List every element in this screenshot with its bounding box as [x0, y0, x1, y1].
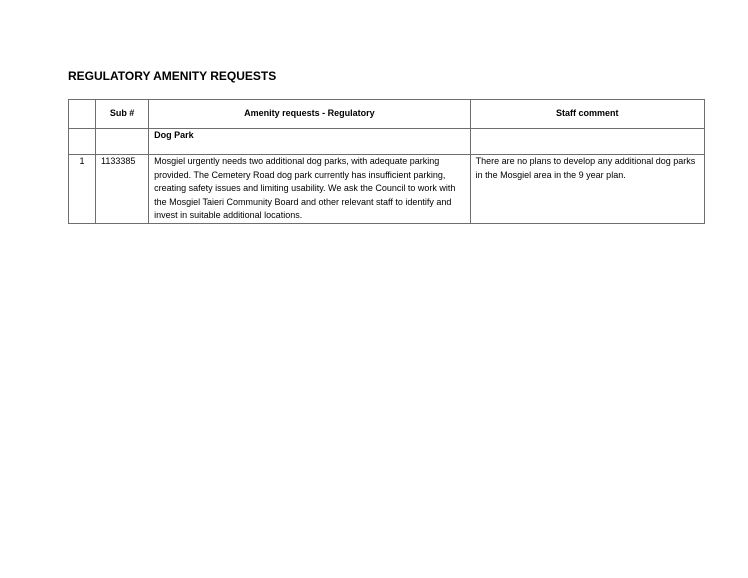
- section-empty-cell: [69, 129, 96, 155]
- header-sub-number: Sub #: [96, 100, 149, 129]
- staff-comment-text: There are no plans to develop any additional dog parks in the Mosgiel area in the 9 year plan.: [470, 155, 704, 224]
- page-title: REGULATORY AMENITY REQUESTS: [68, 69, 277, 83]
- header-number: [69, 100, 96, 129]
- section-row: [69, 129, 705, 155]
- table-header-row: [69, 100, 705, 129]
- header-staff-comment: Staff comment: [470, 100, 704, 129]
- section-empty-cell: [96, 129, 149, 155]
- submission-number: 1133385: [96, 155, 149, 224]
- row-number: 1: [69, 155, 96, 224]
- amenity-request-text: Mosgiel urgently needs two additional dog parks, with adequate parking provided. The Cemetery Road dog park currently has insufficient parking, creating safety issues and limiting usability. We ask the Council to work with the Mosgiel Taieri Community Board and other relevant staff to identify and invest in suitable additional locations.: [149, 155, 471, 224]
- section-label: Dog Park: [149, 129, 471, 155]
- table-row: [69, 155, 705, 224]
- amenity-requests-table: [68, 99, 705, 224]
- section-empty-cell: [470, 129, 704, 155]
- header-amenity-request: Amenity requests - Regulatory: [149, 100, 471, 129]
